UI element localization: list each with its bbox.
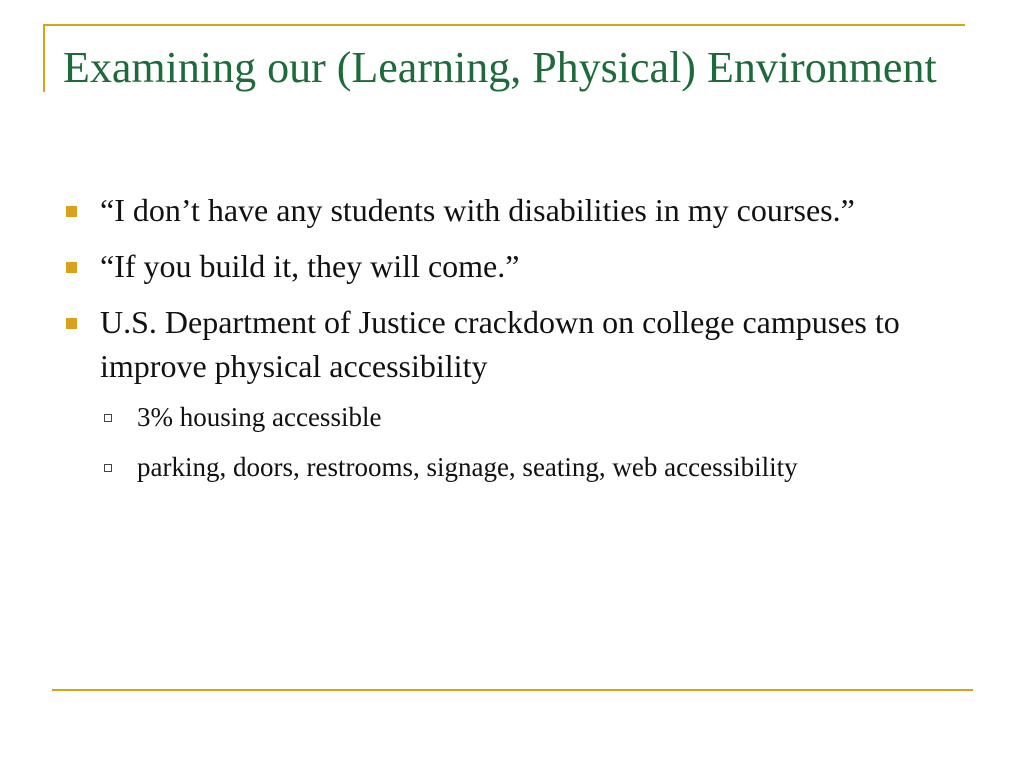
slide-title: Examining our (Learning, Physical) Environment bbox=[63, 43, 937, 92]
hollow-square-bullet-icon bbox=[104, 464, 112, 472]
bullet-item bbox=[66, 188, 946, 232]
sub-bullet-list bbox=[100, 398, 946, 486]
bullet-list bbox=[66, 188, 946, 498]
bullet-text: “If you build it, they will come.” bbox=[100, 248, 520, 284]
bullet-item bbox=[66, 300, 946, 486]
bottom-rule bbox=[52, 689, 973, 691]
square-bullet-icon bbox=[66, 206, 77, 217]
left-rule bbox=[43, 24, 45, 92]
sub-bullet-item bbox=[100, 448, 946, 486]
top-rule bbox=[43, 24, 965, 26]
square-bullet-icon bbox=[66, 262, 77, 273]
sub-bullet-text: 3% housing accessible bbox=[137, 402, 382, 432]
hollow-square-bullet-icon bbox=[104, 414, 112, 422]
square-bullet-icon bbox=[66, 318, 77, 329]
bullet-text: U.S. Department of Justice crackdown on college campuses to improve physical accessibility bbox=[100, 304, 900, 384]
bullet-text: “I don’t have any students with disabilities in my courses.” bbox=[100, 192, 855, 228]
bullet-item bbox=[66, 244, 946, 288]
sub-bullet-text: parking, doors, restrooms, signage, seating, web accessibility bbox=[137, 452, 798, 482]
sub-bullet-item bbox=[100, 398, 946, 436]
